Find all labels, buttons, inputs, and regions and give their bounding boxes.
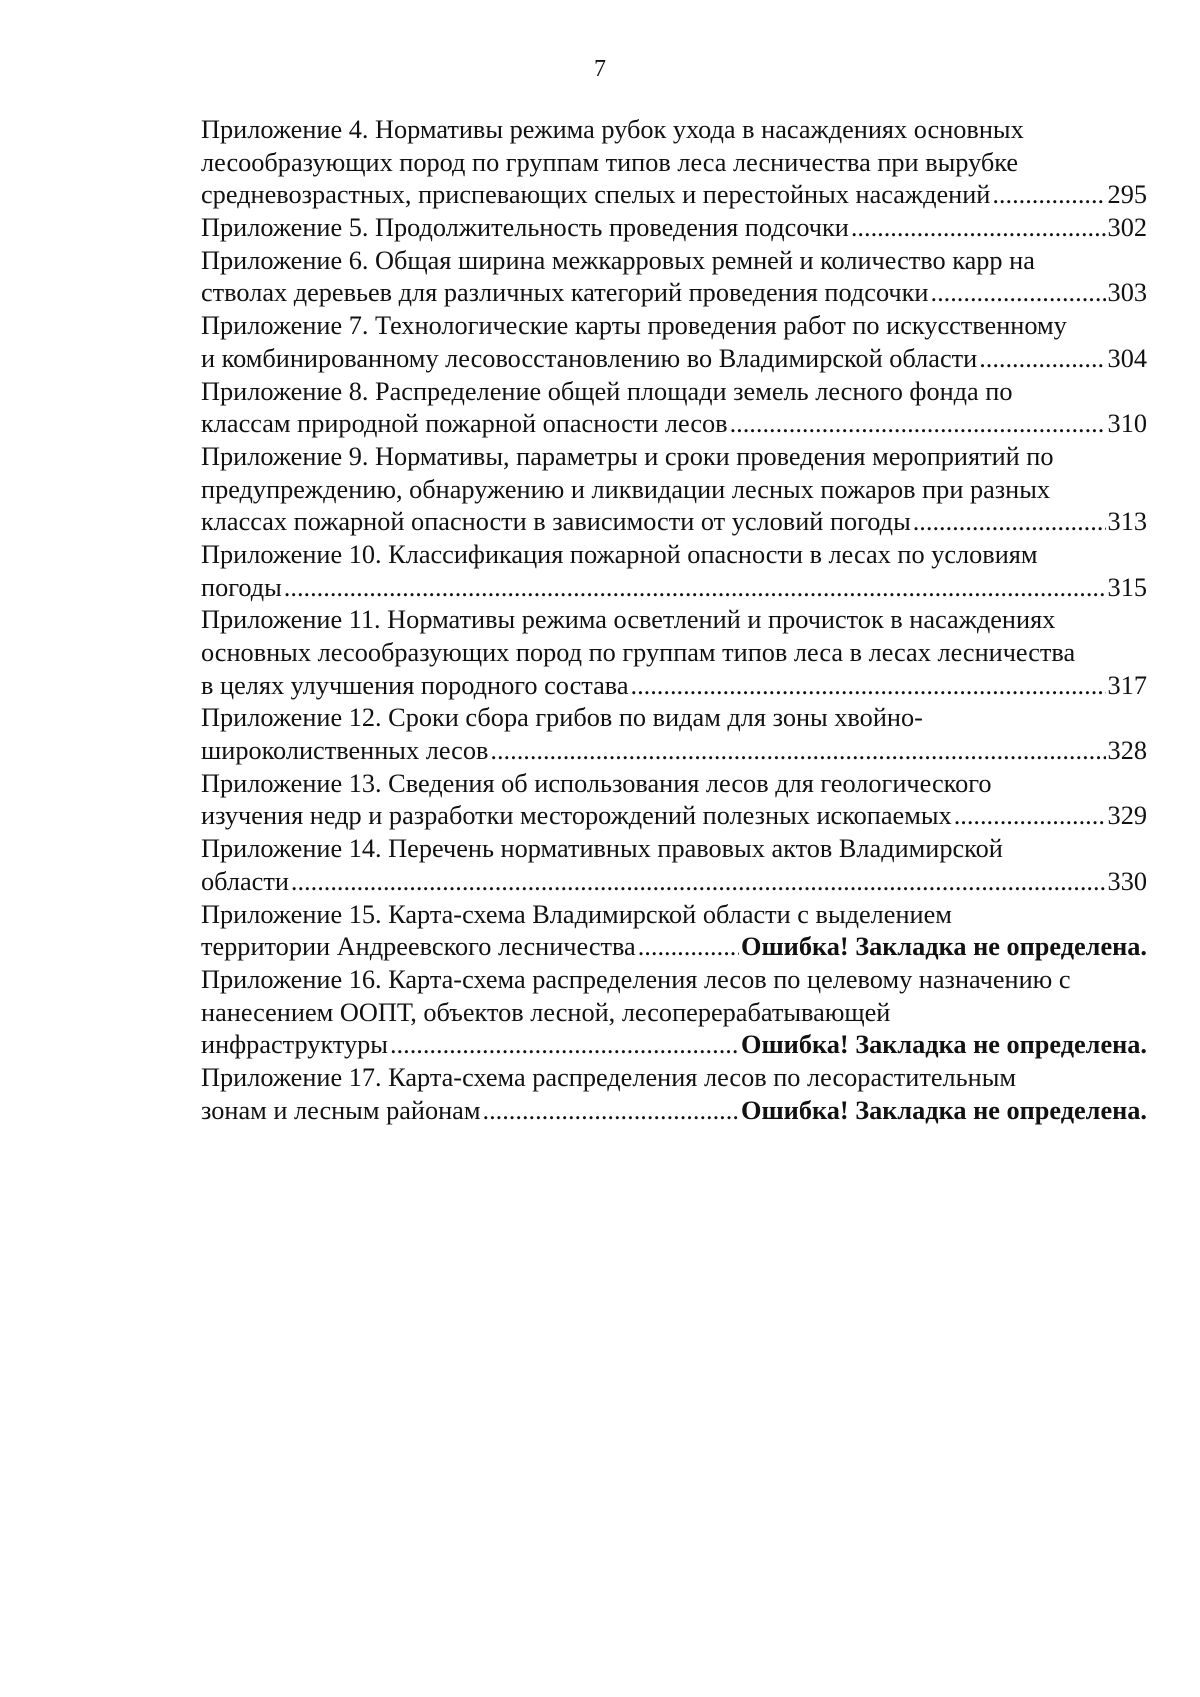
toc-entry-line: Приложение 11. Нормативы режима осветлений и прочисток в насаждениях xyxy=(201,605,1056,635)
toc-entry[interactable] xyxy=(201,1062,1147,1127)
toc-entry[interactable] xyxy=(201,376,1147,441)
toc-entry-title: области xyxy=(201,866,289,896)
dot-leader xyxy=(954,800,1106,833)
table-of-contents xyxy=(201,114,1147,1127)
page-reference: 328 xyxy=(1107,736,1147,766)
toc-entry-title: классам природной пожарной опасности лесов xyxy=(201,409,728,439)
toc-entry-line: Приложение 9. Нормативы, параметры и сроки проведения мероприятий по xyxy=(201,441,1054,471)
toc-entry[interactable] xyxy=(201,702,1147,767)
toc-entry-last-line xyxy=(201,212,1147,245)
dot-leader xyxy=(979,343,1105,376)
toc-entry-last-line xyxy=(201,179,1147,212)
toc-entry-last-line xyxy=(201,800,1147,833)
toc-entry-title: широколиственных лесов xyxy=(201,736,489,766)
toc-entry-line: лесообразующих пород по группам типов леса лесничества при вырубке xyxy=(201,147,1019,177)
toc-entry-line: основных лесообразующих пород по группам типов леса в лесах лесничества xyxy=(201,638,1076,667)
toc-entry-line: предупреждению, обнаружению и ликвидации лесных пожаров при разных xyxy=(201,474,1051,504)
toc-entry-last-line xyxy=(201,343,1147,376)
dot-leader xyxy=(730,408,1106,441)
toc-entry-line: Приложение 15. Карта-схема Владимирской области с выделением xyxy=(201,899,952,929)
toc-entry[interactable] xyxy=(201,539,1147,604)
toc-entry-title: погоды xyxy=(201,572,282,602)
toc-entry-line: Приложение 14. Перечень нормативных правовых актов Владимирской xyxy=(201,834,1003,864)
page-reference: 295 xyxy=(1107,180,1147,210)
toc-entry[interactable] xyxy=(201,441,1147,539)
page-reference: 313 xyxy=(1107,507,1147,537)
toc-entry-line: Приложение 7. Технологические карты проведения работ по искусственному xyxy=(201,311,1067,341)
toc-entry-title: и комбинированному лесовосстановлению во Владимирской области xyxy=(201,343,978,373)
toc-entry-last-line xyxy=(201,506,1147,539)
dot-leader xyxy=(851,212,1106,245)
toc-entry[interactable] xyxy=(201,768,1147,833)
toc-entry-line: Приложение 12. Сроки сбора грибов по видам для зоны хвойно- xyxy=(201,703,923,733)
dot-leader xyxy=(931,277,1106,310)
toc-entry-title: стволах деревьев для различных категорий проведения подсочки xyxy=(201,278,929,308)
toc-entry-title: изучения недр и разработки месторождений полезных ископаемых xyxy=(201,801,952,831)
toc-entry-title: в целях улучшения породного состава xyxy=(201,670,629,700)
page-reference: 303 xyxy=(1107,278,1147,308)
toc-entry[interactable] xyxy=(201,604,1147,702)
toc-entry[interactable] xyxy=(201,899,1147,964)
toc-entry-line: нанесением ООПТ, объектов лесной, лесоперерабатывающей xyxy=(201,997,891,1027)
toc-entry-title: территории Андреевского лесничества xyxy=(201,932,636,962)
toc-entry-line: Приложение 10. Классификация пожарной опасности в лесах по условиям xyxy=(201,539,1038,569)
dot-leader xyxy=(291,866,1106,899)
toc-entry-title: Приложение 5. Продолжительность проведения подсочки xyxy=(201,213,849,243)
bookmark-error: Ошибка! Закладка не определена. xyxy=(741,1030,1147,1060)
toc-entry-line: Приложение 8. Распределение общей площади земель лесного фонда по xyxy=(201,376,1013,406)
page-reference: 330 xyxy=(1107,866,1147,896)
toc-entry-line: Приложение 17. Карта-схема распределения лесов по лесорастительным xyxy=(201,1062,1017,1092)
dot-leader xyxy=(992,179,1105,212)
page-reference: 329 xyxy=(1107,801,1147,831)
toc-entry-title: средневозрастных, приспевающих спелых и перестойных насаждений xyxy=(201,180,991,210)
toc-entry-line: Приложение 4. Нормативы режима рубок ухода в насаждениях основных xyxy=(201,115,1024,144)
page-reference: 304 xyxy=(1107,343,1147,373)
toc-entry-last-line xyxy=(201,572,1147,605)
toc-entry-line: Приложение 6. Общая ширина межкарровых ремней и количество карр на xyxy=(201,245,1035,275)
toc-entry-title: зонам и лесным районам xyxy=(201,1095,481,1125)
toc-entry-last-line xyxy=(201,1029,1147,1062)
toc-entry-last-line xyxy=(201,670,1147,703)
toc-entry-title: инфраструктуры xyxy=(201,1030,388,1060)
toc-entry-last-line xyxy=(201,866,1147,899)
toc-entry[interactable] xyxy=(201,833,1147,898)
toc-entry-title: классах пожарной опасности в зависимости от условий погоды xyxy=(201,507,911,537)
toc-entry-last-line xyxy=(201,1095,1147,1128)
toc-entry-last-line xyxy=(201,277,1147,310)
page-reference: 302 xyxy=(1107,213,1147,243)
dot-leader xyxy=(284,572,1106,605)
toc-entry[interactable] xyxy=(201,245,1147,310)
page-reference: 310 xyxy=(1107,409,1147,439)
dot-leader xyxy=(638,931,739,964)
toc-entry-last-line xyxy=(201,408,1147,441)
dot-leader xyxy=(631,670,1106,703)
dot-leader xyxy=(490,735,1105,768)
bookmark-error: Ошибка! Закладка не определена. xyxy=(741,1095,1147,1125)
dot-leader xyxy=(390,1029,739,1062)
page-number: 7 xyxy=(594,56,606,82)
page-reference: 315 xyxy=(1107,572,1147,602)
dot-leader xyxy=(913,506,1106,539)
toc-entry[interactable] xyxy=(201,310,1147,375)
dot-leader xyxy=(483,1095,740,1128)
toc-entry-last-line xyxy=(201,735,1147,768)
toc-entry-line: Приложение 13. Сведения об использования лесов для геологического xyxy=(201,768,992,798)
bookmark-error: Ошибка! Закладка не определена. xyxy=(741,932,1147,962)
toc-entry-last-line xyxy=(201,931,1147,964)
page-reference: 317 xyxy=(1107,670,1147,700)
toc-entry[interactable] xyxy=(201,964,1147,1062)
toc-entry[interactable] xyxy=(201,114,1147,212)
toc-entry-line: Приложение 16. Карта-схема распределения лесов по целевому назначению с xyxy=(201,964,1071,994)
toc-entry[interactable] xyxy=(201,212,1147,245)
